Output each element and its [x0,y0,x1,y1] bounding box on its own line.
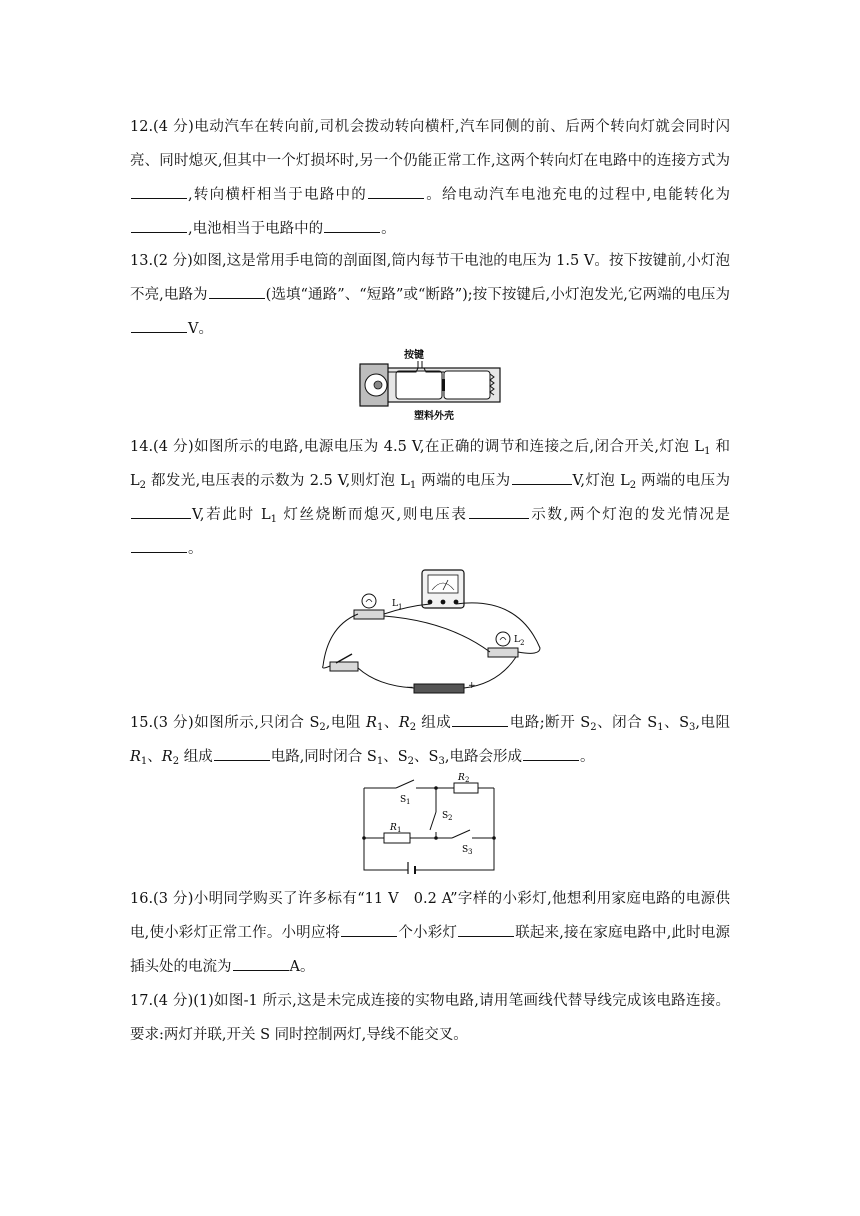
switch-s2 [430,812,436,830]
svg-text:1: 1 [398,603,403,611]
switch [330,662,358,671]
answer-blank[interactable] [131,216,187,233]
answer-blank[interactable] [512,468,572,485]
svg-text:+: + [468,681,476,691]
question-16 [130,882,730,984]
resistor-circuit-diagram [358,768,500,874]
answer-blank[interactable] [523,744,579,761]
voltmeter-circuit-figure [318,566,548,702]
answer-blank[interactable] [131,182,187,199]
resistor-r1 [384,833,410,843]
svg-text:R: R [458,773,465,783]
lamp-l2 [488,648,518,657]
answer-blank[interactable] [452,710,508,727]
answer-blank[interactable] [131,502,191,519]
question-12 [130,110,730,246]
question-14-text: 14.(4 分)如图所示的电路,电源电压为 4.5 V,在正确的调节和连接之后,闭合开关,灯泡 $L_1$ 和 $L_2$ 都发光,电压表的示数为 2.5 V,则灯泡 $L_1$ 两端的电压为 V,灯泡 $L_2$ 两端的电压为V,若此时 $L_1$ 灯丝烧断而熄灭,则电压表 示数,两个灯泡的发光情况是。 [130,439,731,557]
switch-s3 [452,830,470,838]
shell-label: 塑料外壳 [414,411,454,422]
answer-blank[interactable] [368,182,424,199]
svg-text:1: 1 [406,798,411,806]
flashlight-diagram [356,346,506,422]
svg-text:2: 2 [465,776,470,784]
svg-text:2: 2 [520,639,525,647]
resistor-circuit-figure [358,768,500,874]
answer-blank[interactable] [131,316,187,333]
question-15 [130,706,730,774]
answer-blank[interactable] [458,920,514,937]
answer-blank[interactable] [233,954,289,971]
button-label: 按键 [404,350,424,361]
svg-text:R: R [390,823,397,833]
lamp-l1 [354,610,384,619]
answer-blank[interactable] [469,502,529,519]
question-13-text: 13.(2 分)如图,这是常用手电筒的剖面图,筒内每节干电池的电压为 1.5 V。按下按键前,小灯泡不亮,电路为 (选填“通路”、“短路”或“断路”);按下按键后,小灯泡发光,它两端的电压为V。 [130,253,730,337]
question-17-text: 17.(4 分)(1)如图-1 所示,这是未完成连接的实物电路,请用笔画线代替导线完成该电路连接。要求:两灯并联,开关 S 同时控制两灯,导线不能交叉。 [130,993,730,1043]
svg-text:S: S [442,811,449,821]
question-12-text: 12.(4 分)电动汽车在转向前,司机会拨动转向横杆,汽车同侧的前、后两个转向灯就会同时闪亮、同时熄灭,但其中一个灯损坏时,另一个仍能正常工作,这两个转向灯在电路中的连接方式为,转向横杆相当于电路中的 。给电动汽车电池充电的过程中,电能转化为,电池相当于电路中的 。 [130,119,731,237]
answer-blank[interactable] [131,536,187,553]
resistor-r2 [454,783,478,793]
svg-text:1: 1 [397,826,402,834]
svg-text:−: − [406,683,414,693]
question-15-text: 15.(3 分)如图所示,只闭合 $S_2$,电阻 $R_1$、$R_2$ 组成 电路;断开 $S_2$、闭合 $S_1$、$S_3$,电阻 $R_1$、$R_2$ 组成 电路,同时闭合 $S_1$、$S_2$、$S_3$,电路会形成 。 [130,706,730,774]
svg-text:S: S [462,845,469,855]
switch-s1 [396,780,414,788]
answer-blank[interactable] [324,216,380,233]
svg-text:2: 2 [448,814,453,822]
svg-text:L: L [392,599,398,609]
battery [414,684,464,693]
svg-text:3: 3 [468,848,473,856]
answer-blank[interactable] [341,920,397,937]
question-16-text: 16.(3 分)小明同学购买了许多标有“11 V 0.2 A”字样的小彩灯,他想利用家庭电路的电源供电,使小彩灯正常工作。小明应将 个小彩灯 联起来,接在家庭电路中,此时电源插头处的电流为 A。 [130,891,731,975]
answer-blank[interactable] [209,282,265,299]
voltmeter-circuit-diagram [318,566,548,702]
question-17 [130,984,730,1052]
answer-blank[interactable] [214,744,270,761]
question-13 [130,244,730,346]
flashlight-figure [356,346,506,422]
svg-text:S: S [400,795,407,805]
svg-text:L: L [514,635,520,645]
question-14 [130,430,730,566]
